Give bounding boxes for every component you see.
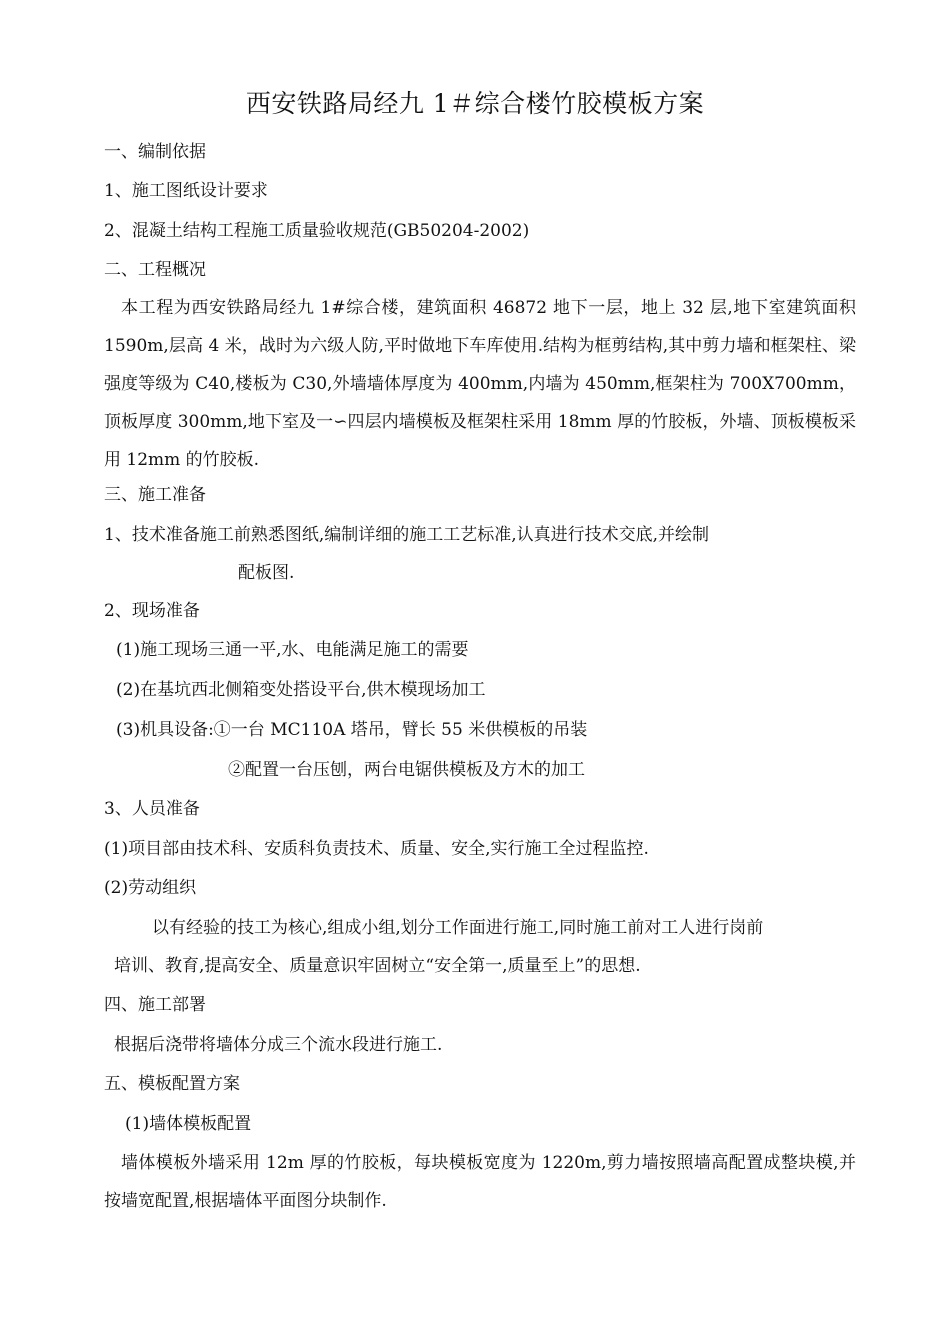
staff-prep-heading: 3、人员准备 <box>104 799 200 819</box>
labor-org-line-1: 以有经验的技工为核心,组成小组,划分工作面进行施工,同时施工前对工人进行岗前 <box>152 918 764 938</box>
deployment-paragraph: 根据后浇带将墙体分成三个流水段进行施工. <box>114 1035 443 1055</box>
basis-item-1: 1、施工图纸设计要求 <box>104 181 268 201</box>
wall-formwork-heading: (1)墙体模板配置 <box>125 1114 252 1134</box>
site-prep-item-1: (1)施工现场三通一平,水、电能满足施工的需要 <box>116 640 469 660</box>
site-prep-item-3: (3)机具设备:①一台 MC110A 塔吊，臂长 55 米供模板的吊装 <box>116 720 588 740</box>
basis-item-2: 2、混凝土结构工程施工质量验收规范(GB50204-2002) <box>104 221 530 241</box>
tech-prep-line-2: 配板图. <box>238 563 295 583</box>
wall-formwork-paragraph: 墙体模板外墙采用 12m 厚的竹胶板，每块模板宽度为 1220m,剪力墙按照墙高配置成整块模,并按墙宽配置,根据墙体平面图分块制作. <box>104 1153 856 1211</box>
site-prep-heading: 2、现场准备 <box>104 601 200 621</box>
labor-org-line-2: 培训、教育,提高安全、质量意识牢固树立“安全第一,质量至上”的思想. <box>114 956 641 976</box>
tech-prep-line-1: 1、技术准备施工前熟悉图纸,编制详细的施工工艺标准,认真进行技术交底,并绘制 <box>104 525 710 545</box>
section-heading-1: 一、编制依据 <box>104 142 206 162</box>
staff-prep-item-1: (1)项目部由技术科、安质科负责技术、质量、安全,实行施工全过程监控. <box>104 839 649 859</box>
staff-prep-item-2: (2)劳动组织 <box>104 878 197 898</box>
site-prep-item-3-cont: ②配置一台压刨，两台电锯供模板及方木的加工 <box>228 760 585 780</box>
section-heading-2: 二、工程概况 <box>104 260 206 280</box>
project-overview-paragraph: 本工程为西安铁路局经九 1#综合楼，建筑面积 46872 地下一层，地上 32 层,地下室建筑面积 1590m,层高 4 米，战时为六级人防,平时做地下车库使用.结构为框剪结构,其中剪力墙和框架柱、梁强度等级为 C40,楼板为 C30,外墙墙体厚度为 400mm,内墙为 450mm,框架柱为 700X700mm，顶板厚度 300mm,地下室及一∽四层内墙模板及框架柱采用 18mm 厚的竹胶板，外墙、顶板模板采用 12mm 的竹胶板. <box>104 298 856 470</box>
site-prep-item-2: (2)在基坑西北侧箱变处搭设平台,供木模现场加工 <box>116 680 486 700</box>
section-heading-4: 四、施工部署 <box>104 995 206 1015</box>
document-title: 西安铁路局经九 1＃综合楼竹胶模板方案 <box>245 89 705 118</box>
section-heading-3: 三、施工准备 <box>104 485 206 505</box>
section-heading-5: 五、模板配置方案 <box>104 1074 240 1094</box>
